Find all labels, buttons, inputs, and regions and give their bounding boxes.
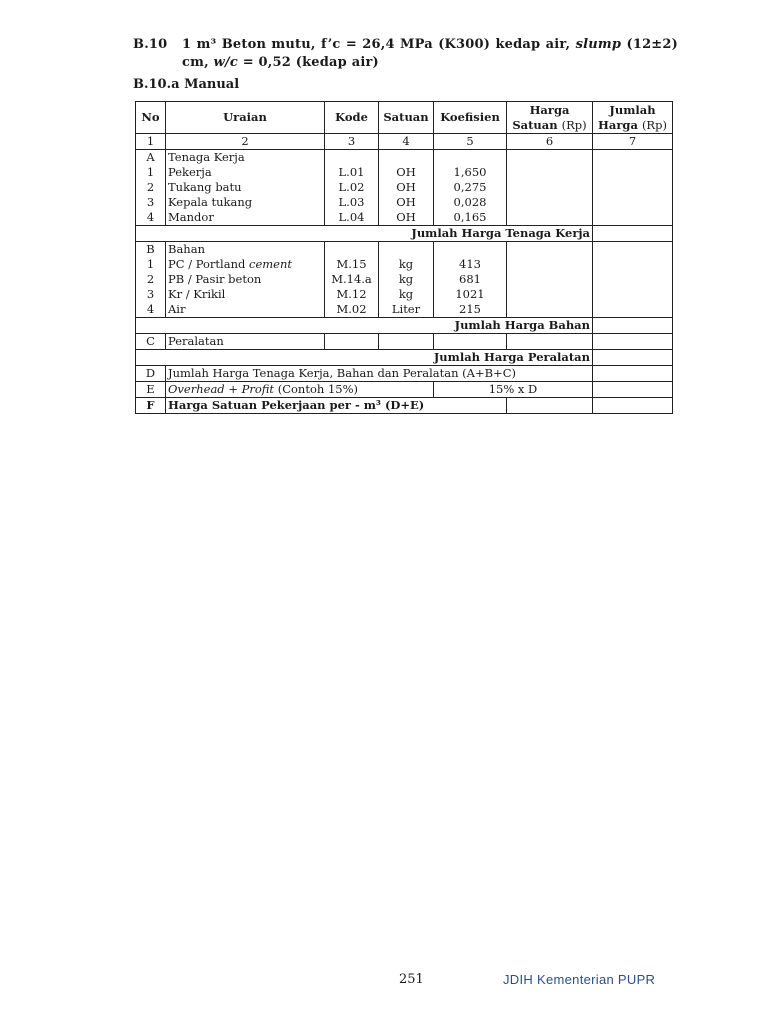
row-d-label: Jumlah Harga Tenaga Kerja, Bahan dan Peralatan (A+B+C) xyxy=(166,366,593,382)
row-no: 3 xyxy=(136,287,166,302)
group-a-header-row xyxy=(136,150,673,166)
header-harga-satuan: Harga Satuan (Rp) xyxy=(507,102,593,134)
total-label: Jumlah Harga Bahan xyxy=(136,318,593,334)
row-satuan: kg xyxy=(379,272,434,287)
table-row xyxy=(136,272,673,287)
row-kode: M.15 xyxy=(325,257,379,272)
header-satuan: Satuan xyxy=(379,102,434,134)
total-label: Jumlah Harga Tenaga Kerja xyxy=(136,226,593,242)
column-number: 3 xyxy=(325,134,379,150)
row-koefisien: 413 xyxy=(434,257,507,272)
header-no: No xyxy=(136,102,166,134)
group-b-header-row xyxy=(136,242,673,258)
table-header-row xyxy=(136,102,673,134)
row-uraian: Pekerja xyxy=(166,165,325,180)
row-koefisien: 681 xyxy=(434,272,507,287)
row-no: 1 xyxy=(136,165,166,180)
total-label: Jumlah Harga Peralatan xyxy=(136,350,593,366)
row-letter: D xyxy=(136,366,166,382)
row-e-formula: 15% x D xyxy=(434,382,593,398)
row-letter: F xyxy=(136,398,166,414)
row-uraian: Air xyxy=(166,302,325,318)
row-koefisien: 0,165 xyxy=(434,210,507,226)
row-satuan: OH xyxy=(379,210,434,226)
row-satuan: OH xyxy=(379,180,434,195)
group-title: Peralatan xyxy=(166,334,325,350)
table-row xyxy=(136,257,673,272)
column-number: 6 xyxy=(507,134,593,150)
row-kode: L.03 xyxy=(325,195,379,210)
column-number-row xyxy=(136,134,673,150)
row-uraian: Tukang batu xyxy=(166,180,325,195)
row-uraian: Kepala tukang xyxy=(166,195,325,210)
group-a-total-row xyxy=(136,226,673,242)
row-uraian: PB / Pasir beton xyxy=(166,272,325,287)
row-no: 2 xyxy=(136,272,166,287)
row-no: 4 xyxy=(136,302,166,318)
table-row xyxy=(136,302,673,318)
column-number: 1 xyxy=(136,134,166,150)
row-kode: L.01 xyxy=(325,165,379,180)
row-uraian: PC / Portland cement xyxy=(166,257,325,272)
row-kode: M.02 xyxy=(325,302,379,318)
row-no: 1 xyxy=(136,257,166,272)
group-letter: B xyxy=(136,242,166,258)
subsection-title: B.10.a Manual xyxy=(133,77,240,92)
row-no: 4 xyxy=(136,210,166,226)
row-satuan: kg xyxy=(379,287,434,302)
row-koefisien: 1021 xyxy=(434,287,507,302)
table-row xyxy=(136,165,673,180)
column-number: 2 xyxy=(166,134,325,150)
table-row xyxy=(136,210,673,226)
row-satuan: OH xyxy=(379,195,434,210)
row-f xyxy=(136,398,673,414)
row-e-label: Overhead + Profit (Contoh 15%) xyxy=(166,382,434,398)
row-e xyxy=(136,382,673,398)
row-uraian: Mandor xyxy=(166,210,325,226)
row-koefisien: 0,275 xyxy=(434,180,507,195)
group-letter: A xyxy=(136,150,166,166)
column-number: 7 xyxy=(593,134,673,150)
header-jumlah-harga: Jumlah Harga (Rp) xyxy=(593,102,673,134)
table-row xyxy=(136,195,673,210)
group-c-header-row xyxy=(136,334,673,350)
row-d xyxy=(136,366,673,382)
row-satuan: OH xyxy=(379,165,434,180)
header-kode: Kode xyxy=(325,102,379,134)
row-uraian: Kr / Krikil xyxy=(166,287,325,302)
row-kode: L.04 xyxy=(325,210,379,226)
group-c-total-row xyxy=(136,350,673,366)
table-row xyxy=(136,180,673,195)
row-koefisien: 1,650 xyxy=(434,165,507,180)
row-kode: M.12 xyxy=(325,287,379,302)
row-kode: L.02 xyxy=(325,180,379,195)
row-satuan: Liter xyxy=(379,302,434,318)
column-number: 5 xyxy=(434,134,507,150)
row-koefisien: 0,028 xyxy=(434,195,507,210)
row-kode: M.14.a xyxy=(325,272,379,287)
group-b-total-row xyxy=(136,318,673,334)
row-no: 3 xyxy=(136,195,166,210)
price-analysis-table xyxy=(135,101,673,414)
table-row xyxy=(136,287,673,302)
row-koefisien: 215 xyxy=(434,302,507,318)
header-uraian: Uraian xyxy=(166,102,325,134)
section-number: B.10 xyxy=(133,37,168,52)
row-letter: E xyxy=(136,382,166,398)
header-koefisien: Koefisien xyxy=(434,102,507,134)
row-f-label: Harga Satuan Pekerjaan per - m³ (D+E) xyxy=(166,398,507,414)
column-number: 4 xyxy=(379,134,434,150)
page-number: 251 xyxy=(399,972,424,987)
footer-organization: JDIH Kementerian PUPR xyxy=(503,972,656,987)
group-title: Tenaga Kerja xyxy=(166,150,325,166)
row-satuan: kg xyxy=(379,257,434,272)
section-title: 1 m³ Beton mutu, f’c = 26,4 MPa (K300) kedap air, slump (12±2) cm, w/c = 0,52 (kedap air) xyxy=(182,37,678,70)
row-no: 2 xyxy=(136,180,166,195)
group-letter: C xyxy=(136,334,166,350)
group-title: Bahan xyxy=(166,242,325,258)
